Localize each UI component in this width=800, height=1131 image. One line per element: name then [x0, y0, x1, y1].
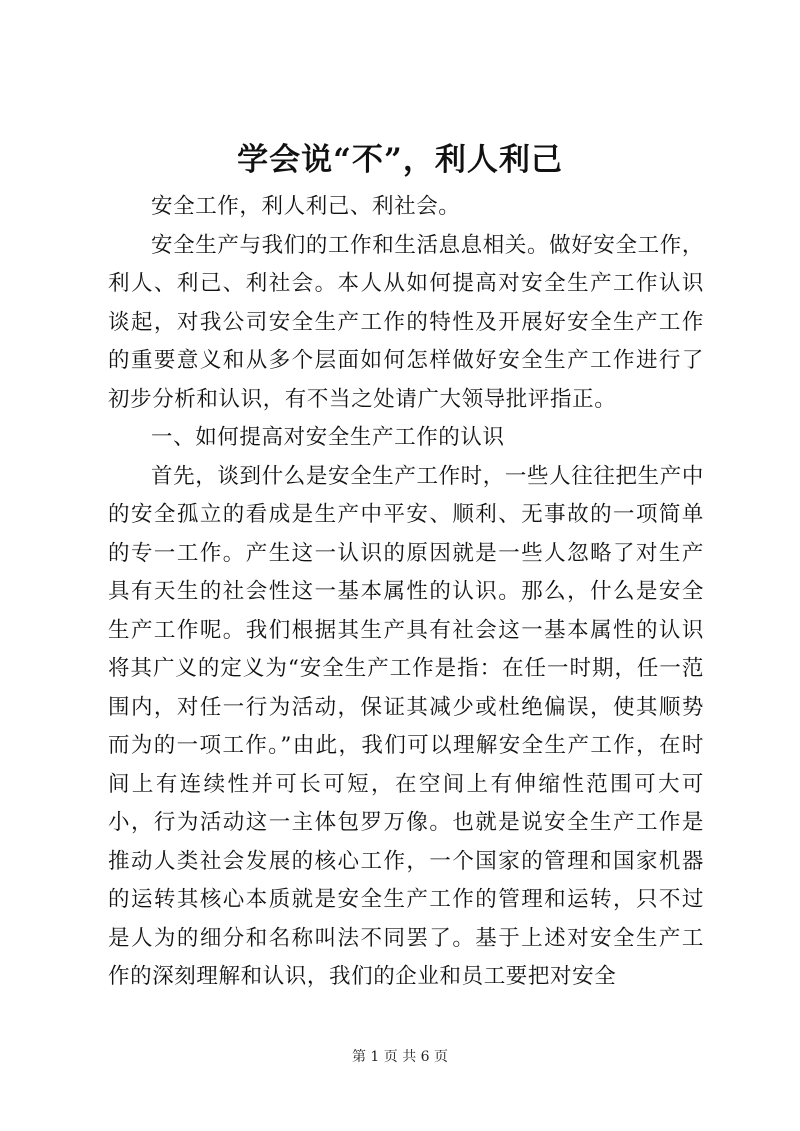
page-footer: 第 1 页 共 6 页: [351, 1049, 449, 1065]
document-title: 学会说“不”，利人利己: [237, 142, 563, 178]
paragraph: 安全生产与我们的工作和生活息息相关。做好安全工作，利人、利己、利社会。本人从如何提高对安全生产工作认识谈起，对我公司安全生产工作的特性及开展好安全生产工作的重要意义和从多个层面如何怎样做好安全生产工作进行了初步分析和认识，有不当之处请广大领导批评指正。: [108, 232, 704, 412]
document-body: [108, 188, 704, 997]
paragraph: 首先，谈到什么是安全生产工作时，一些人往往把生产中的安全孤立的看成是生产中平安、顺利、无事故的一项简单的专一工作。产生这一认识的原因就是一些人忽略了对生产具有天生的社会性这一基本属性的认识。那么，什么是安全生产工作呢。我们根据其生产具有社会这一基本属性的认识将其广义的定义为“安全生产工作是指：在任一时期，任一范围内，对任一行为活动，保证其减少或杜绝偏误，使其顺势而为的一项工作。”由此，我们可以理解安全生产工作，在时间上有连续性并可长可短，在空间上有伸缩性范围可大可小，行为活动这一主体包罗万像。也就是说安全生产工作是推动人类社会发展的核心工作，一个国家的管理和国家机器的运转其核心本质就是安全生产工作的管理和运转，只不过是人为的细分和名称叫法不同罢了。基于上述对安全生产工作的深刻理解和认识，我们的企业和员工要把对安全: [108, 463, 704, 989]
paragraph: 安全工作，利人利己、利社会。: [151, 194, 461, 219]
section-heading: 一、如何提高对安全生产工作的认识: [151, 425, 505, 450]
